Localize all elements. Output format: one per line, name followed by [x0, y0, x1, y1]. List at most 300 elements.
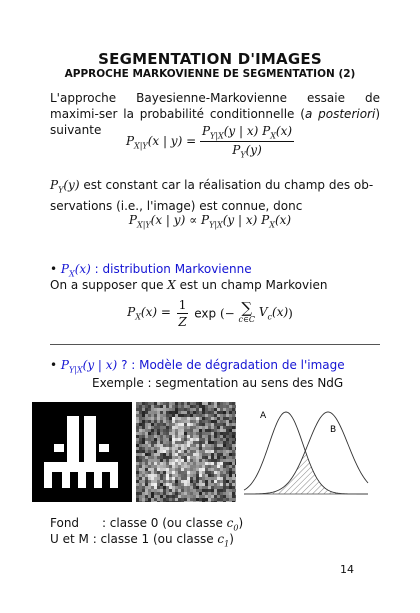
- clean-shape-svg: [32, 402, 132, 502]
- noise-pixel: [148, 426, 151, 429]
- class-histogram-figure: [240, 402, 372, 502]
- noise-pixel: [193, 402, 196, 405]
- bullet-markov-title: $P_X(x)$ : distribution Markovienne: [60, 262, 252, 279]
- noise-pixel: [220, 492, 223, 495]
- noise-pixel: [229, 483, 232, 486]
- noise-pixel: [139, 453, 142, 456]
- noise-pixel: [217, 474, 220, 477]
- noise-pixel: [223, 426, 226, 429]
- noise-pixel: [199, 414, 202, 417]
- noise-pixel: [217, 444, 220, 447]
- noise-pixel: [229, 447, 232, 450]
- noise-pixel: [142, 462, 145, 465]
- noise-pixel: [160, 468, 163, 471]
- noise-pixel: [181, 411, 184, 414]
- noise-pixel: [211, 462, 214, 465]
- noise-pixel: [169, 417, 172, 420]
- noise-pixel: [169, 471, 172, 474]
- noise-pixel: [226, 477, 229, 480]
- noise-pixel: [217, 426, 220, 429]
- noise-pixel: [181, 447, 184, 450]
- noise-pixel: [151, 465, 154, 468]
- noise-pixel: [196, 450, 199, 453]
- noise-pixel: [229, 489, 232, 492]
- noise-pixel: [136, 405, 139, 408]
- noise-pixel: [205, 468, 208, 471]
- noise-pixel: [187, 465, 190, 468]
- noise-pixel: [166, 420, 169, 423]
- noise-pixel: [163, 483, 166, 486]
- noise-pixel: [187, 498, 190, 501]
- noise-pixel: [148, 402, 151, 405]
- noise-pixel: [151, 486, 154, 489]
- noise-pixel: [142, 477, 145, 480]
- noise-pixel: [175, 474, 178, 477]
- noise-pixel: [151, 483, 154, 486]
- noise-pixel: [217, 498, 220, 501]
- noise-pixel: [223, 501, 226, 502]
- noise-pixel: [217, 435, 220, 438]
- noise-pixel: [142, 432, 145, 435]
- noise-pixel: [157, 483, 160, 486]
- noise-pixel: [160, 453, 163, 456]
- noise-pixel: [229, 495, 232, 498]
- noise-pixel: [181, 495, 184, 498]
- noise-pixel: [199, 438, 202, 441]
- noise-pixel: [178, 462, 181, 465]
- noise-pixel: [151, 417, 154, 420]
- noise-pixel: [235, 474, 236, 477]
- noise-pixel: [223, 471, 226, 474]
- bullet-markov: • $P_X(x)$ : distribution Markovienne: [50, 262, 252, 279]
- noise-pixel: [187, 423, 190, 426]
- noise-pixel: [235, 501, 236, 502]
- noise-pixel: [163, 435, 166, 438]
- noise-pixel: [151, 408, 154, 411]
- noisy-observed-image: [136, 402, 236, 502]
- noise-pixel: [178, 414, 181, 417]
- noise-pixel: [136, 411, 139, 414]
- noise-pixel: [205, 405, 208, 408]
- noise-pixel: [169, 480, 172, 483]
- noise-pixel: [199, 468, 202, 471]
- noise-pixel: [169, 402, 172, 405]
- noise-pixel: [190, 492, 193, 495]
- noise-pixel: [229, 471, 232, 474]
- noise-pixel: [163, 459, 166, 462]
- noise-pixel: [223, 417, 226, 420]
- noise-pixel: [214, 402, 217, 405]
- noise-pixel: [235, 420, 236, 423]
- noise-pixel: [229, 468, 232, 471]
- noise-pixel: [184, 423, 187, 426]
- noise-pixel: [175, 459, 178, 462]
- noise-pixel: [172, 426, 175, 429]
- noise-pixel: [199, 450, 202, 453]
- noise-pixel: [223, 450, 226, 453]
- noise-pixel: [142, 453, 145, 456]
- noise-pixel: [208, 417, 211, 420]
- noise-pixel: [145, 432, 148, 435]
- noise-pixel: [163, 492, 166, 495]
- noise-pixel: [166, 441, 169, 444]
- noise-pixel: [166, 498, 169, 501]
- noise-pixel: [172, 465, 175, 468]
- noise-pixel: [145, 456, 148, 459]
- noise-pixel: [157, 486, 160, 489]
- noise-pixel: [217, 453, 220, 456]
- noise-pixel: [226, 492, 229, 495]
- noise-pixel: [196, 492, 199, 495]
- noise-pixel: [163, 456, 166, 459]
- noise-pixel: [199, 459, 202, 462]
- noise-pixel: [217, 432, 220, 435]
- noise-pixel: [199, 435, 202, 438]
- noise-pixel: [178, 477, 181, 480]
- noise-pixel: [160, 501, 163, 502]
- noise-pixel: [148, 480, 151, 483]
- noise-pixel: [211, 477, 214, 480]
- noise-pixel: [232, 498, 235, 501]
- noise-pixel: [202, 417, 205, 420]
- noise-pixel: [202, 465, 205, 468]
- noise-pixel: [154, 465, 157, 468]
- noise-pixel: [223, 447, 226, 450]
- noise-pixel: [148, 501, 151, 502]
- noise-pixel: [139, 444, 142, 447]
- noise-pixel: [136, 477, 139, 480]
- noise-pixel: [211, 417, 214, 420]
- noise-pixel: [202, 411, 205, 414]
- noise-pixel: [172, 489, 175, 492]
- noise-pixel: [193, 438, 196, 441]
- noise-pixel: [148, 483, 151, 486]
- noise-pixel: [154, 405, 157, 408]
- noise-pixel: [214, 492, 217, 495]
- noise-pixel: [226, 483, 229, 486]
- noise-pixel: [148, 423, 151, 426]
- noise-pixel: [163, 411, 166, 414]
- noise-pixel: [172, 420, 175, 423]
- noise-pixel: [214, 489, 217, 492]
- noise-pixel: [220, 405, 223, 408]
- noise-pixel: [229, 417, 232, 420]
- noise-pixel: [142, 429, 145, 432]
- noise-pixel: [181, 408, 184, 411]
- noise-pixel: [211, 465, 214, 468]
- noise-pixel: [205, 426, 208, 429]
- noise-pixel: [148, 438, 151, 441]
- noise-pixel: [223, 474, 226, 477]
- noise-pixel: [154, 411, 157, 414]
- noise-pixel: [217, 417, 220, 420]
- noise-pixel: [169, 411, 172, 414]
- noise-pixel: [184, 474, 187, 477]
- noise-pixel: [145, 483, 148, 486]
- noise-pixel: [145, 471, 148, 474]
- noise-pixel: [190, 486, 193, 489]
- noise-pixel: [157, 444, 160, 447]
- noise-pixel: [214, 450, 217, 453]
- noise-pixel: [136, 429, 139, 432]
- noise-pixel: [187, 438, 190, 441]
- noise-pixel: [160, 429, 163, 432]
- noise-pixel: [184, 420, 187, 423]
- noise-pixel: [205, 417, 208, 420]
- noise-pixel: [145, 498, 148, 501]
- noise-pixel: [139, 426, 142, 429]
- noise-pixel: [235, 459, 236, 462]
- noise-pixel: [208, 450, 211, 453]
- noise-pixel: [169, 405, 172, 408]
- noise-pixel: [202, 492, 205, 495]
- noise-pixel: [214, 435, 217, 438]
- noise-pixel: [175, 462, 178, 465]
- noise-pixel: [175, 408, 178, 411]
- noise-pixel: [169, 468, 172, 471]
- curve-a-label: A: [260, 411, 267, 421]
- noise-pixel: [211, 441, 214, 444]
- noise-pixel: [139, 471, 142, 474]
- noise-pixel: [208, 498, 211, 501]
- noise-pixel: [214, 405, 217, 408]
- noise-pixel: [157, 471, 160, 474]
- noise-pixel: [169, 477, 172, 480]
- noise-pixel: [172, 486, 175, 489]
- noise-pixel: [154, 492, 157, 495]
- noise-pixel: [211, 486, 214, 489]
- noise-pixel: [208, 414, 211, 417]
- noise-pixel: [232, 489, 235, 492]
- noise-pixel: [181, 480, 184, 483]
- noise-pixel: [145, 501, 148, 502]
- noise-pixel: [199, 498, 202, 501]
- noise-pixel: [139, 411, 142, 414]
- noise-pixel: [157, 447, 160, 450]
- bayes-fraction: $\frac{P_{Y|X}(y | x) P_X(x)}{P_Y(y)}$: [201, 124, 293, 160]
- noise-pixel: [157, 453, 160, 456]
- noise-pixel: [235, 411, 236, 414]
- noise-pixel: [148, 417, 151, 420]
- noise-pixel: [214, 438, 217, 441]
- noise-pixel: [208, 447, 211, 450]
- noise-pixel: [172, 444, 175, 447]
- noise-pixel: [193, 408, 196, 411]
- noise-pixel: [157, 492, 160, 495]
- noise-pixel: [214, 456, 217, 459]
- noise-pixel: [154, 435, 157, 438]
- noise-pixel: [190, 489, 193, 492]
- noise-pixel: [136, 486, 139, 489]
- noise-pixel: [202, 483, 205, 486]
- noise-pixel: [181, 489, 184, 492]
- noise-pixel: [205, 414, 208, 417]
- overlap-region: [244, 452, 368, 494]
- noise-pixel: [160, 474, 163, 477]
- noise-pixel: [187, 402, 190, 405]
- noise-pixel: [202, 426, 205, 429]
- bullet-degradation-title: $P_{Y|X}(y$ | x) ? : Modèle de dégradation de l'image: [60, 358, 345, 375]
- noise-pixel: [175, 417, 178, 420]
- noise-pixel: [187, 450, 190, 453]
- noise-pixel: [166, 492, 169, 495]
- noise-pixel: [190, 435, 193, 438]
- noise-pixel: [163, 432, 166, 435]
- noise-pixel: [199, 480, 202, 483]
- noise-pixel: [157, 495, 160, 498]
- noise-pixel: [196, 429, 199, 432]
- noise-pixel: [148, 411, 151, 414]
- noise-pixel: [154, 438, 157, 441]
- noise-pixel: [220, 501, 223, 502]
- noise-pixel: [139, 402, 142, 405]
- noise-pixel: [196, 405, 199, 408]
- noise-pixel: [208, 477, 211, 480]
- noise-pixel: [169, 447, 172, 450]
- noise-pixel: [163, 429, 166, 432]
- noise-pixel: [208, 408, 211, 411]
- noise-pixel: [178, 456, 181, 459]
- noise-pixel: [154, 456, 157, 459]
- noise-pixel: [229, 441, 232, 444]
- noise-pixel: [178, 426, 181, 429]
- noise-pixel: [208, 435, 211, 438]
- noise-pixel: [232, 426, 235, 429]
- noise-pixel: [160, 402, 163, 405]
- noise-pixel: [136, 501, 139, 502]
- gibbs-fraction: $\frac{1}{Z}$: [178, 298, 187, 329]
- noise-pixel: [214, 408, 217, 411]
- noise-pixel: [178, 498, 181, 501]
- noise-pixel: [148, 486, 151, 489]
- noise-pixel: [196, 456, 199, 459]
- noise-pixel: [163, 477, 166, 480]
- noise-pixel: [193, 456, 196, 459]
- noise-pixel: [226, 462, 229, 465]
- noise-pixel: [229, 492, 232, 495]
- noise-pixel: [235, 486, 236, 489]
- noise-pixel: [148, 492, 151, 495]
- noise-pixel: [226, 447, 229, 450]
- noise-pixel: [211, 459, 214, 462]
- noise-pixel: [232, 438, 235, 441]
- noise-pixel: [235, 453, 236, 456]
- noise-pixel: [166, 453, 169, 456]
- noise-pixel: [232, 408, 235, 411]
- noise-pixel: [202, 486, 205, 489]
- equation-bayes: $P_{X|Y}(x$ | y) = $\frac{P_{Y|X}(y | x) P_X(x)}{P_Y(y)}$: [125, 124, 293, 160]
- noise-pixel: [232, 477, 235, 480]
- noise-pixel: [193, 411, 196, 414]
- noise-pixel: [169, 483, 172, 486]
- noise-pixel: [151, 429, 154, 432]
- noise-pixel: [172, 441, 175, 444]
- noise-pixel: [139, 405, 142, 408]
- noise-pixel: [199, 489, 202, 492]
- noise-pixel: [142, 474, 145, 477]
- noise-pixel: [205, 480, 208, 483]
- noise-pixel: [145, 402, 148, 405]
- noise-pixel: [175, 480, 178, 483]
- noise-pixel: [217, 483, 220, 486]
- noise-pixel: [142, 420, 145, 423]
- noise-pixel: [166, 486, 169, 489]
- noise-pixel: [178, 480, 181, 483]
- noise-pixel: [175, 438, 178, 441]
- noise-pixel: [187, 456, 190, 459]
- noise-pixel: [190, 480, 193, 483]
- noise-pixel: [205, 492, 208, 495]
- noise-pixel: [184, 498, 187, 501]
- noise-pixel: [232, 405, 235, 408]
- noise-pixel: [181, 468, 184, 471]
- noise-pixel: [217, 471, 220, 474]
- noise-pixel: [232, 435, 235, 438]
- noise-pixel: [235, 444, 236, 447]
- noise-pixel: [202, 471, 205, 474]
- noise-pixel: [142, 450, 145, 453]
- noise-pixel: [154, 498, 157, 501]
- noise-pixel: [175, 465, 178, 468]
- noise-pixel: [202, 420, 205, 423]
- noise-pixel: [166, 438, 169, 441]
- noise-pixel: [142, 486, 145, 489]
- noise-pixel: [145, 414, 148, 417]
- noise-pixel: [229, 462, 232, 465]
- noise-pixel: [205, 483, 208, 486]
- noise-pixel: [226, 468, 229, 471]
- noise-pixel: [175, 444, 178, 447]
- noise-pixel: [190, 456, 193, 459]
- noise-pixel: [142, 423, 145, 426]
- noise-pixel: [226, 411, 229, 414]
- noise-pixel: [229, 423, 232, 426]
- noise-pixel: [154, 441, 157, 444]
- noise-pixel: [217, 462, 220, 465]
- noise-pixel: [154, 432, 157, 435]
- noise-pixel: [178, 405, 181, 408]
- noise-pixel: [235, 450, 236, 453]
- noise-pixel: [139, 498, 142, 501]
- noise-pixel: [223, 477, 226, 480]
- noise-pixel: [199, 471, 202, 474]
- noise-pixel: [166, 411, 169, 414]
- noise-pixel: [181, 414, 184, 417]
- noise-pixel: [166, 471, 169, 474]
- noise-pixel: [166, 477, 169, 480]
- noise-pixel: [235, 435, 236, 438]
- noise-pixel: [232, 432, 235, 435]
- noise-pixel: [226, 438, 229, 441]
- noise-pixel: [175, 486, 178, 489]
- noise-pixel: [160, 414, 163, 417]
- noise-pixel: [214, 417, 217, 420]
- noise-pixel: [184, 435, 187, 438]
- noise-pixel: [187, 468, 190, 471]
- noise-pixel: [226, 414, 229, 417]
- noise-pixel: [154, 423, 157, 426]
- noise-pixel: [175, 477, 178, 480]
- noise-pixel: [157, 465, 160, 468]
- noise-pixel: [175, 414, 178, 417]
- noise-pixel: [175, 402, 178, 405]
- noise-pixel: [199, 411, 202, 414]
- noise-pixel: [223, 486, 226, 489]
- noise-pixel: [175, 423, 178, 426]
- noise-pixel: [169, 495, 172, 498]
- noise-pixel: [157, 501, 160, 502]
- noise-pixel: [175, 426, 178, 429]
